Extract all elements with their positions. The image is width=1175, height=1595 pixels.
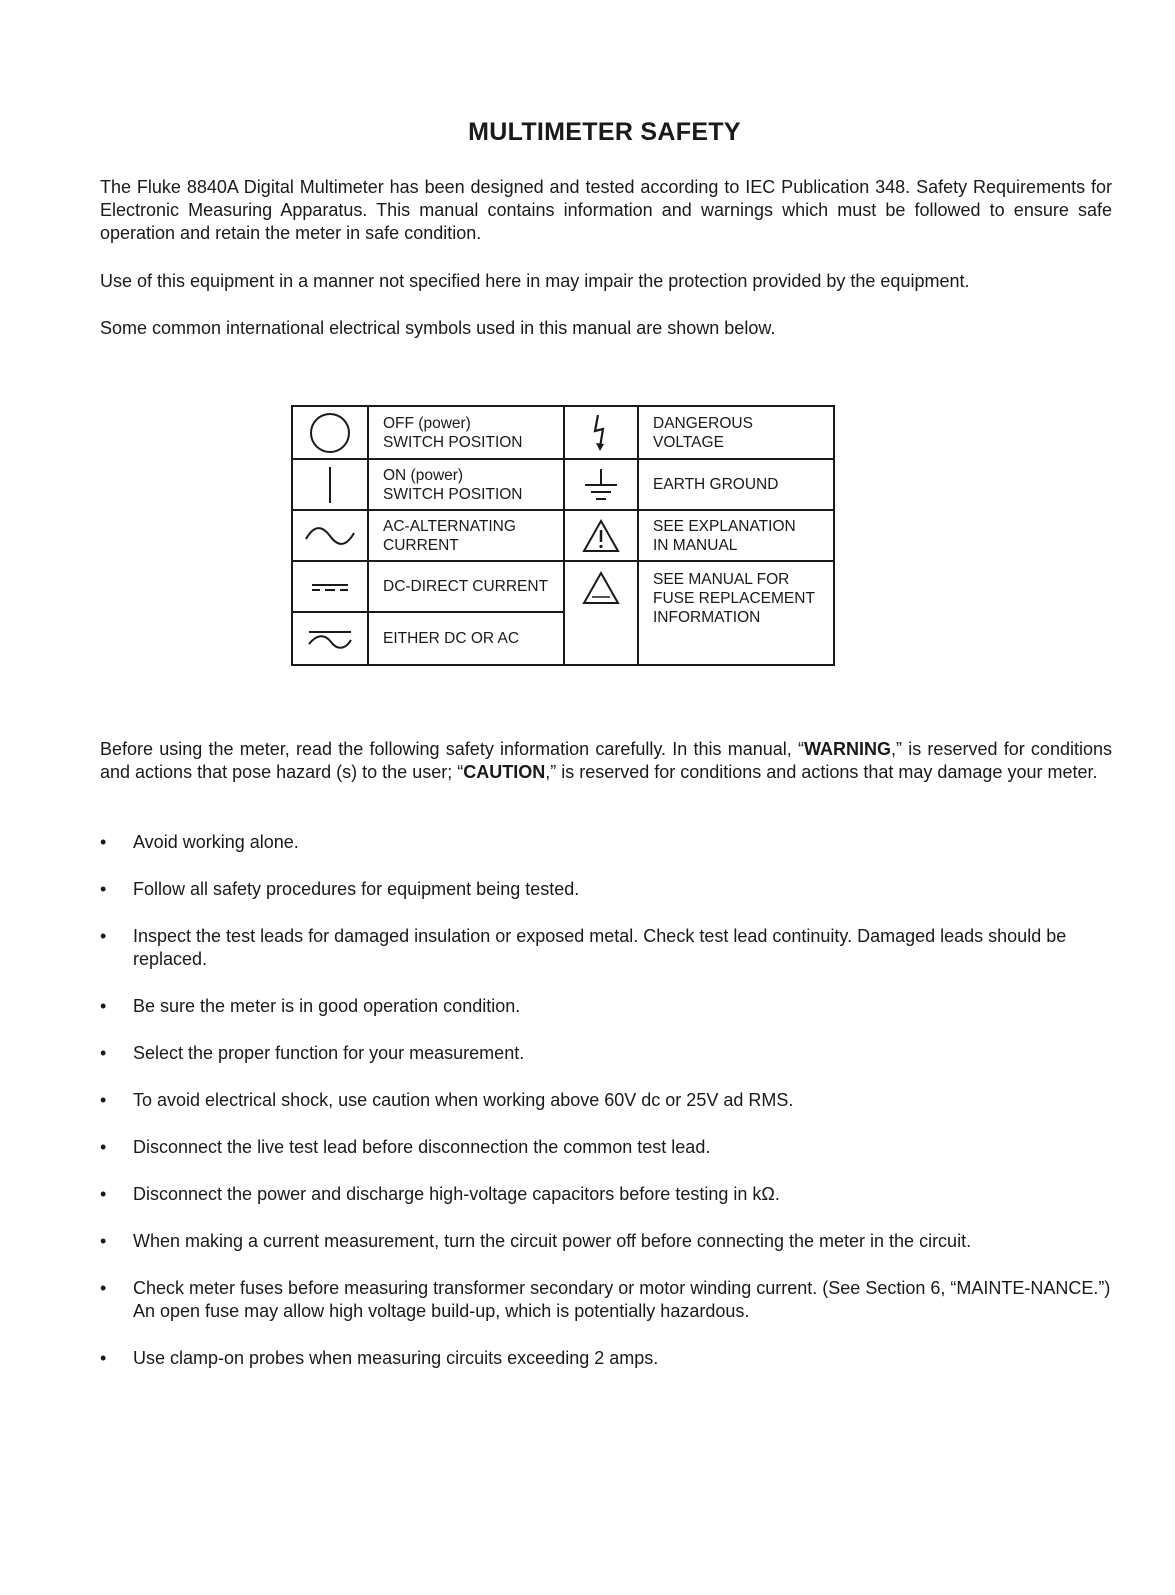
- off-symbol-cell: [292, 406, 368, 459]
- sine-wave-icon: [302, 521, 358, 551]
- explain-label-line1: SEE EXPLANATION: [653, 517, 796, 535]
- list-item: [100, 1089, 1112, 1112]
- off-label-line1: OFF (power): [383, 414, 471, 432]
- ground-label-cell: [638, 459, 834, 510]
- list-item: [100, 1183, 1112, 1206]
- ground-label-line1: EARTH GROUND: [653, 476, 779, 493]
- caution-keyword: CAUTION: [463, 762, 546, 782]
- danger-label-line1: DANGEROUS: [653, 414, 753, 432]
- symbols-intro-paragraph: Some common international electrical symbols used in this manual are shown below.: [100, 318, 776, 338]
- bullet-icon: •: [100, 1348, 107, 1368]
- off-label-line2: SWITCH POSITION: [383, 433, 523, 451]
- danger-symbol-cell: [564, 406, 638, 459]
- bullet-icon: •: [100, 1278, 107, 1298]
- bullet-icon: •: [100, 879, 107, 899]
- list-item-text: Check meter fuses before measuring transformer secondary or motor winding current. (See Section 6, “MAINTE-NANCE.”) An open fuse may allow high voltage build-up, which is potentially hazardous.: [133, 1278, 1111, 1321]
- ac-label-cell: [368, 510, 564, 561]
- on-label-cell: [368, 459, 564, 510]
- either-symbol-cell: [292, 612, 368, 665]
- dc-label-line1: DC-DIRECT CURRENT: [383, 578, 549, 595]
- explain-label-cell: [638, 510, 834, 561]
- dc-current-icon: [308, 577, 352, 597]
- warning-paragraph-part1: Before using the meter, read the following safety information carefully. In this manual, “: [100, 739, 804, 759]
- list-item: [100, 831, 1112, 854]
- list-item: [100, 1347, 1112, 1370]
- bullet-icon: •: [100, 996, 107, 1016]
- list-item-text: Follow all safety procedures for equipment being tested.: [133, 879, 580, 899]
- list-item: [100, 1277, 1112, 1323]
- on-label-line2: SWITCH POSITION: [383, 485, 523, 503]
- ac-symbol-cell: [292, 510, 368, 561]
- usage-note-paragraph: Use of this equipment in a manner not specified here in may impair the protection provided by the equipment.: [100, 271, 970, 291]
- safety-bullet-list: [100, 831, 1112, 1394]
- warning-triangle-icon: [581, 518, 621, 554]
- warning-keyword: WARNING: [803, 739, 891, 759]
- list-item-text: Disconnect the live test lead before disconnection the common test lead.: [133, 1137, 711, 1157]
- bullet-icon: •: [100, 926, 107, 946]
- list-item: [100, 1042, 1112, 1065]
- ac-label-line1: AC-ALTERNATING: [383, 517, 516, 535]
- earth-ground-icon: [579, 465, 623, 505]
- off-label-cell: [368, 406, 564, 459]
- danger-label-line2: VOLTAGE: [653, 433, 724, 451]
- either-label-line1: EITHER DC OR AC: [383, 630, 520, 647]
- list-item-text: Use clamp-on probes when measuring circuits exceeding 2 amps.: [133, 1348, 659, 1368]
- warning-paragraph-part3: ,” is reserved for conditions and actions that may damage your meter.: [545, 762, 1098, 782]
- warning-paragraph-part2: ,” is reserved for conditions and actions that pose hazard (s) to the user; “: [100, 739, 1112, 782]
- circle-icon: [308, 411, 352, 455]
- fuse-label-line1: SEE MANUAL FOR: [653, 571, 790, 588]
- page-title: MULTIMETER SAFETY: [468, 118, 741, 146]
- danger-label-cell: [638, 406, 834, 459]
- symbols-row: [292, 510, 834, 561]
- symbols-row: [292, 406, 834, 459]
- ac-label-line2: CURRENT: [383, 536, 459, 554]
- warning-paragraph: [100, 738, 1112, 784]
- symbols-table: [291, 405, 835, 666]
- vertical-bar-icon: [320, 463, 340, 507]
- list-item-text: To avoid electrical shock, use caution when working above 60V dc or 25V ad RMS.: [133, 1090, 794, 1110]
- lightning-bolt-icon: [586, 411, 616, 455]
- list-item: [100, 1230, 1112, 1253]
- intro-paragraph: The Fluke 8840A Digital Multimeter has been designed and tested according to IEC Publication 348. Safety Requirements for Electronic Measuring Apparatus. This manual contains information and warnings which must be followed to ensure safe operation and retain the meter in safe condition.: [100, 177, 1112, 243]
- bullet-icon: •: [100, 1090, 107, 1110]
- on-label-line1: ON (power): [383, 466, 464, 484]
- fuse-label-line3: INFORMATION: [653, 609, 761, 626]
- symbols-row: [292, 561, 834, 612]
- list-item-text: Disconnect the power and discharge high-voltage capacitors before testing in kΩ.: [133, 1184, 780, 1204]
- on-symbol-cell: [292, 459, 368, 510]
- list-item-text: When making a current measurement, turn the circuit power off before connecting the meter in the circuit.: [133, 1231, 972, 1251]
- list-item-text: Avoid working alone.: [133, 832, 299, 852]
- explain-symbol-cell: [564, 510, 638, 561]
- fuse-label-cell: [638, 561, 834, 665]
- dc-label-cell: [368, 561, 564, 612]
- list-item-text: Be sure the meter is in good operation condition.: [133, 996, 521, 1016]
- bullet-icon: •: [100, 1184, 107, 1204]
- bullet-icon: •: [100, 1231, 107, 1251]
- list-item: [100, 995, 1112, 1018]
- list-item-text: Select the proper function for your measurement.: [133, 1043, 525, 1063]
- list-item: [100, 878, 1112, 901]
- fuse-label-line2: FUSE REPLACEMENT: [653, 590, 815, 607]
- list-item: [100, 925, 1112, 971]
- dc-symbol-cell: [292, 561, 368, 612]
- dc-or-ac-icon: [303, 624, 357, 654]
- explain-label-line2: IN MANUAL: [653, 536, 738, 554]
- fuse-symbol-cell: [564, 561, 638, 665]
- bullet-icon: •: [100, 1137, 107, 1157]
- bullet-icon: •: [100, 1043, 107, 1063]
- list-item: [100, 1136, 1112, 1159]
- ground-symbol-cell: [564, 459, 638, 510]
- symbols-row: [292, 459, 834, 510]
- either-label-cell: [368, 612, 564, 665]
- triangle-icon: [581, 570, 621, 606]
- bullet-icon: •: [100, 832, 107, 852]
- list-item-text: Inspect the test leads for damaged insulation or exposed metal. Check test lead continuity. Damaged leads should be replaced.: [133, 926, 1067, 969]
